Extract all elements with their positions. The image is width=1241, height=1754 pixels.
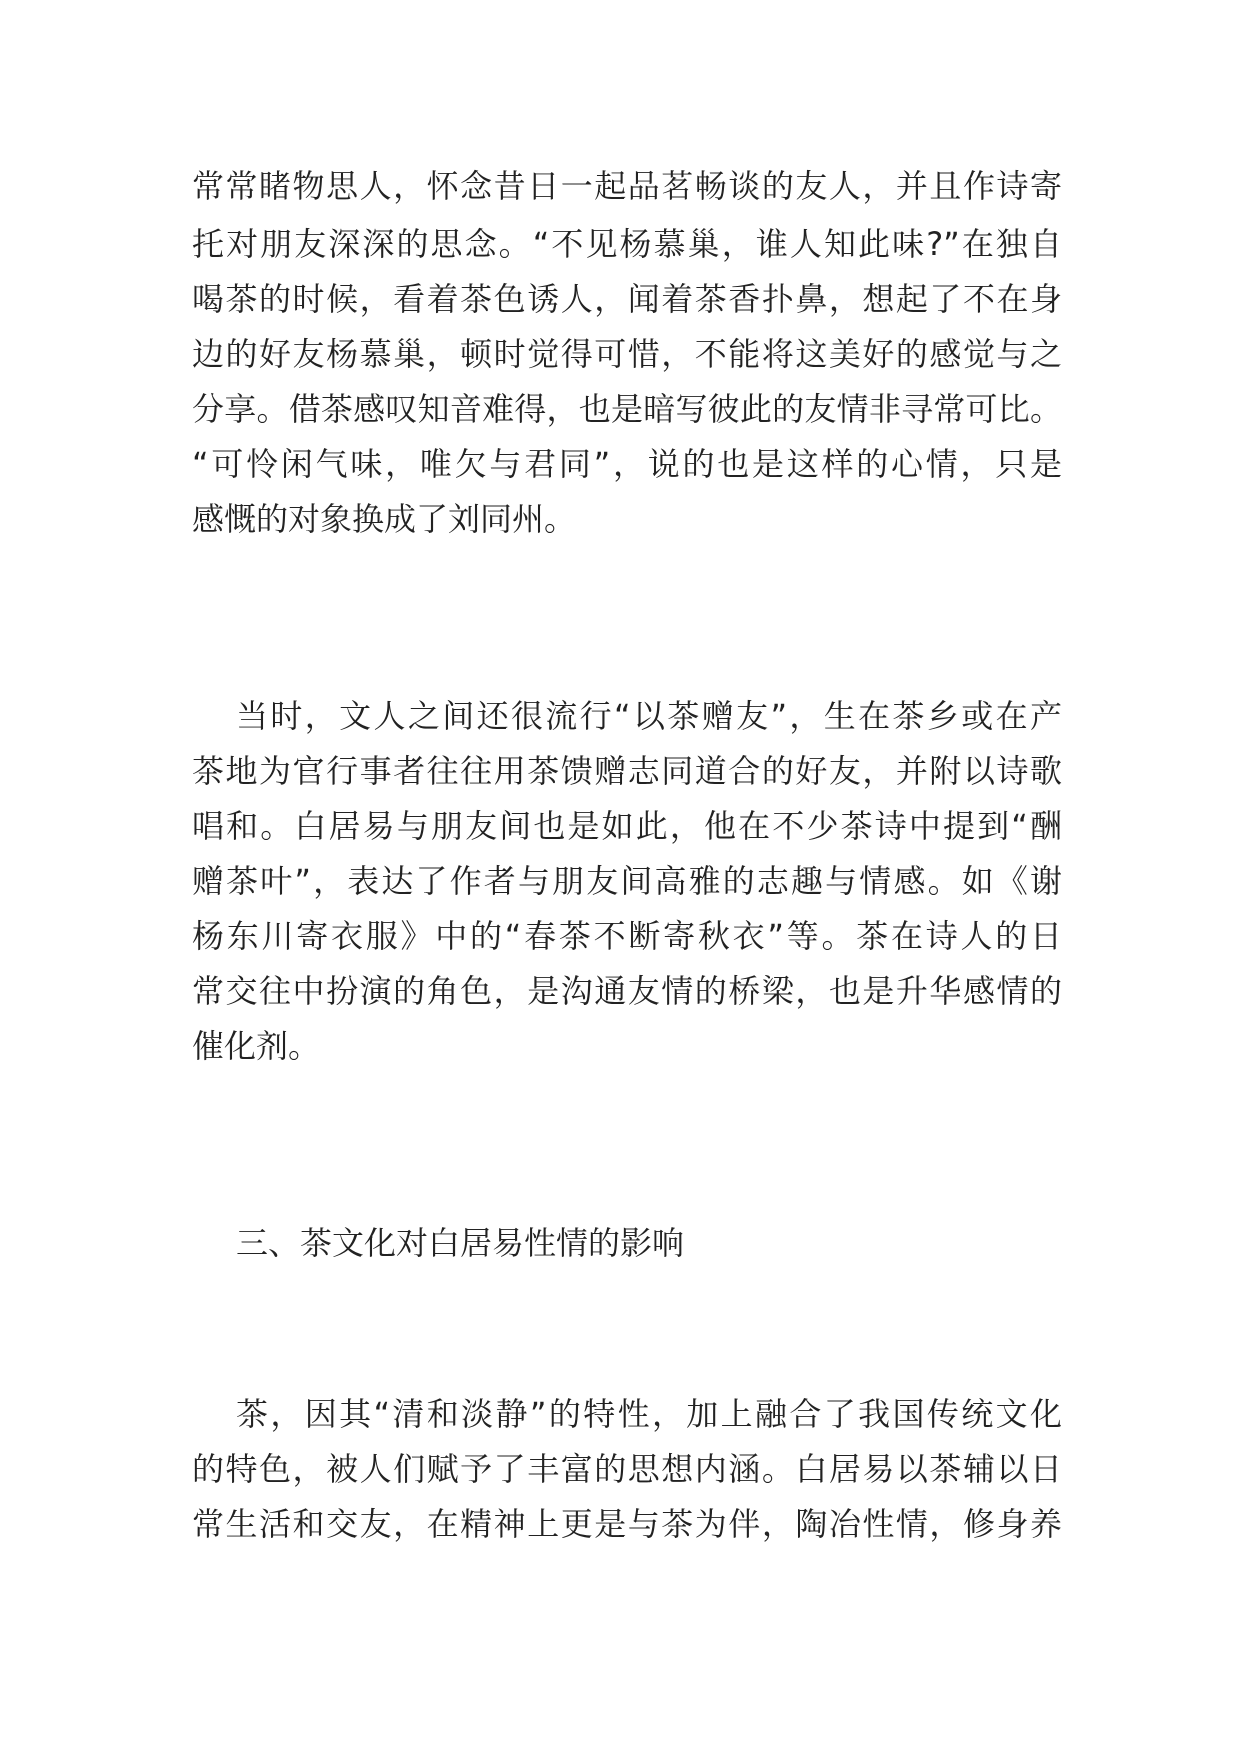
paragraph-line: 的特色，被人们赋予了丰富的思想内涵。白居易以茶辅以日: [192, 1450, 1062, 1488]
paragraph-line: 托对朋友深深的思念。“不见杨慕巢，谁人知此味?”在独自: [192, 225, 1062, 263]
paragraph-line: 茶，因其“清和淡静”的特性，加上融合了我国传统文化: [236, 1395, 1062, 1433]
section-heading: 三、茶文化对白居易性情的影响: [236, 1224, 685, 1262]
paragraph-line: 当时，文人之间还很流行“以茶赠友”，生在茶乡或在产: [236, 697, 1062, 735]
paragraph-line: 唱和。白居易与朋友间也是如此，他在不少茶诗中提到“酬: [192, 807, 1062, 845]
paragraph-line: 常常睹物思人，怀念昔日一起品茗畅谈的友人，并且作诗寄: [192, 167, 1062, 205]
paragraph-line: 常交往中扮演的角色，是沟通友情的桥梁，也是升华感情的: [192, 972, 1062, 1010]
paragraph-line: 边的好友杨慕巢，顿时觉得可惜，不能将这美好的感觉与之: [192, 335, 1062, 373]
paragraph-line: 分享。借茶感叹知音难得，也是暗写彼此的友情非寻常可比。: [192, 390, 1062, 428]
paragraph-line: 茶地为官行事者往往用茶馈赠志同道合的好友，并附以诗歌: [192, 752, 1062, 790]
paragraph-line: 杨东川寄衣服》中的“春茶不断寄秋衣”等。茶在诗人的日: [192, 917, 1062, 955]
paragraph-line: 赠茶叶”，表达了作者与朋友间高雅的志趣与情感。如《谢: [192, 862, 1062, 900]
paragraph-line: “可怜闲气味，唯欠与君同”，说的也是这样的心情，只是: [192, 445, 1062, 483]
paragraph-line: 常生活和交友，在精神上更是与茶为伴，陶冶性情，修身养: [192, 1505, 1062, 1543]
paragraph-line: 催化剂。: [192, 1027, 321, 1065]
paragraph-line: 喝茶的时候，看着茶色诱人，闻着茶香扑鼻，想起了不在身: [192, 280, 1062, 318]
paragraph-line: 感慨的对象换成了刘同州。: [192, 500, 577, 538]
